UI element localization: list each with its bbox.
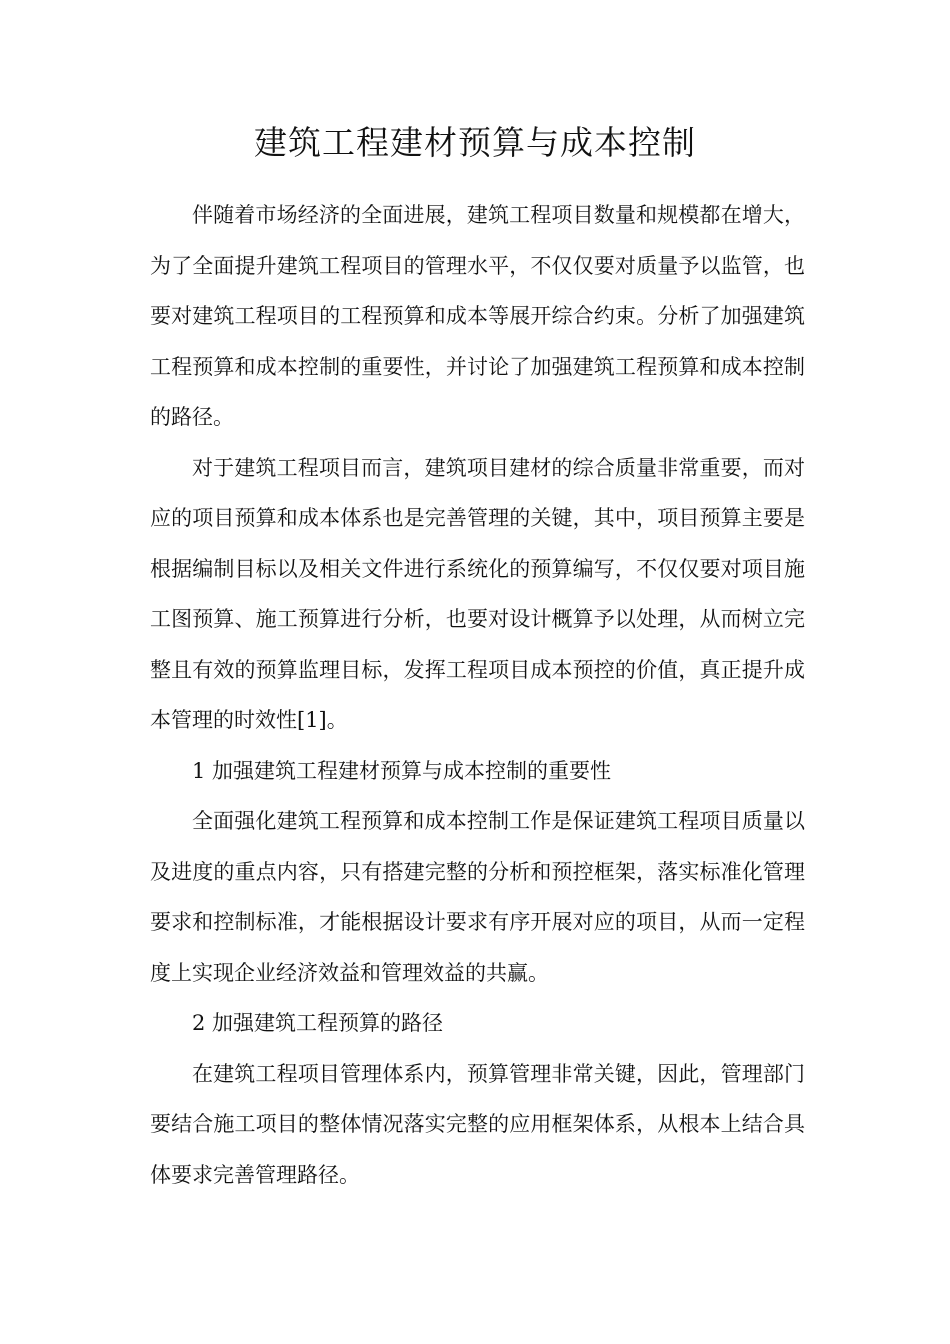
intro-paragraph: 伴随着市场经济的全面进展，建筑工程项目数量和规模都在增大，为了全面提升建筑工程项目的管理水平，不仅仅要对质量予以监管，也要对建筑工程项目的工程预算和成本等展开综合约束。分析了加强建筑工程预算和成本控制的重要性，并讨论了加强建筑工程预算和成本控制的路径。 bbox=[150, 203, 805, 429]
document-body bbox=[150, 190, 805, 1200]
document-title: 建筑工程建材预算与成本控制 bbox=[254, 123, 696, 162]
overview-paragraph: 对于建筑工程项目而言，建筑项目建材的综合质量非常重要，而对应的项目预算和成本体系也是完善管理的关键，其中，项目预算主要是根据编制目标以及相关文件进行系统化的预算编写，不仅仅要对项目施工图预算、施工预算进行分析，也要对设计概算予以处理，从而树立完整且有效的预算监理目标，发挥工程项目成本预控的价值，真正提升成本管理的时效性[1]。 bbox=[150, 455, 805, 732]
section-1-heading: 1 加强建筑工程建材预算与成本控制的重要性 bbox=[192, 758, 612, 783]
section-1-paragraph: 全面强化建筑工程预算和成本控制工作是保证建筑工程项目质量以及进度的重点内容，只有搭建完整的分析和预控框架，落实标准化管理要求和控制标准，才能根据设计要求有序开展对应的项目，从而一定程度上实现企业经济效益和管理效益的共赢。 bbox=[150, 809, 805, 985]
section-2-paragraph: 在建筑工程项目管理体系内，预算管理非常关键，因此，管理部门要结合施工项目的整体情况落实完整的应用框架体系，从根本上结合具体要求完善管理路径。 bbox=[150, 1061, 805, 1187]
section-2-heading: 2 加强建筑工程预算的路径 bbox=[192, 1011, 444, 1035]
